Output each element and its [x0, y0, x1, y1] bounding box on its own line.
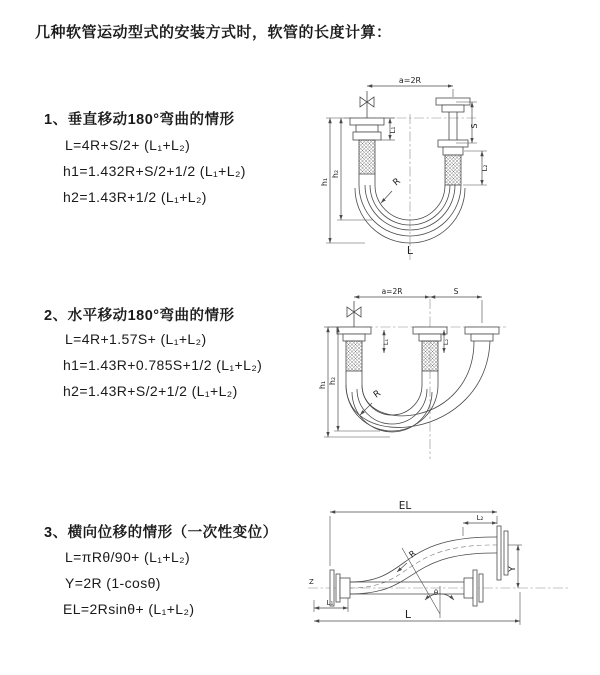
dim-label-el: EL [398, 500, 412, 512]
axis-mark-label: Z [309, 578, 314, 586]
section3-formula-EL: EL=2Rsinθ+ (L₁+L₂) [63, 601, 195, 617]
upper-flange [497, 526, 508, 580]
dim-label-l: L [404, 608, 412, 621]
dim-label-l1: L₁ [326, 599, 334, 607]
braided-hose-middle [422, 341, 438, 371]
diagram-lateral-displacement [300, 500, 600, 660]
left-flange [337, 327, 371, 371]
middle-flange [413, 327, 447, 371]
right-flange-lower [438, 140, 468, 185]
right-flange [465, 327, 499, 341]
diagram-vertical-movement [310, 70, 600, 265]
dim-label-l2: L₂ [476, 514, 484, 522]
dim-label-h1: h₁ [320, 177, 329, 187]
braided-hose-right [445, 155, 461, 185]
radius-label: R [391, 176, 403, 189]
dim-label-l1: L₁ [389, 126, 397, 134]
dim-label-s: S [453, 287, 459, 296]
length-label: L [406, 244, 414, 257]
radius-label: R [371, 388, 383, 401]
dim-label-a2r: a=2R [398, 76, 422, 85]
dim-label-l2: L₂ [481, 164, 489, 172]
hose-u-bend-position1 [346, 385, 438, 432]
section2-formula-h2: h2=1.43R+S/2+1/2 (L₁+L₂) [63, 383, 238, 399]
dim-label-s: S [470, 123, 479, 129]
right-flange [464, 570, 483, 606]
section3-heading: 3、横向位移的情形（一次性变位） [44, 525, 278, 541]
dim-label-h2: h₂ [328, 376, 337, 386]
left-flange [350, 118, 384, 174]
section1-heading: 1、垂直移动180°弯曲的情形 [44, 112, 235, 128]
angle-label: θ [433, 589, 439, 597]
dim-label-a2r: a=2R [381, 287, 403, 296]
section3-formula-Y: Y=2R (1-cosθ) [65, 575, 161, 591]
section1-formula-L: L=4R+S/2+ (L₁+L₂) [65, 137, 191, 153]
document-title: 几种软管运动型式的安装方式时，软管的长度计算： [35, 24, 392, 41]
section1-formula-h1: h1=1.432R+S/2+1/2 (L₁+L₂) [63, 163, 246, 179]
diagram-horizontal-movement [310, 285, 600, 465]
section2-heading: 2、水平移动180°弯曲的情形 [44, 308, 235, 324]
right-pipe-stem [449, 112, 457, 140]
section3-formula-L: L=πRθ/90+ (L₁+L₂) [65, 549, 191, 565]
radius-label: R [407, 548, 419, 561]
braided-hose-left [359, 140, 375, 174]
section2-formula-h1: h1=1.43R+0.785S+1/2 (L₁+L₂) [63, 357, 263, 373]
dim-label-h2: h₂ [331, 169, 340, 179]
braided-hose-left [346, 341, 362, 371]
dim-label-y: Y [508, 566, 518, 572]
dim-label-l1: L₁ [382, 338, 390, 346]
dim-label-l2: L₂ [442, 338, 450, 346]
dim-label-h1: h₁ [318, 380, 327, 390]
section2-formula-L: L=4R+1.57S+ (L₁+L₂) [65, 331, 207, 347]
right-flange-upper [436, 98, 470, 112]
section1-formula-h2: h2=1.43R+1/2 (L₁+L₂) [63, 189, 207, 205]
